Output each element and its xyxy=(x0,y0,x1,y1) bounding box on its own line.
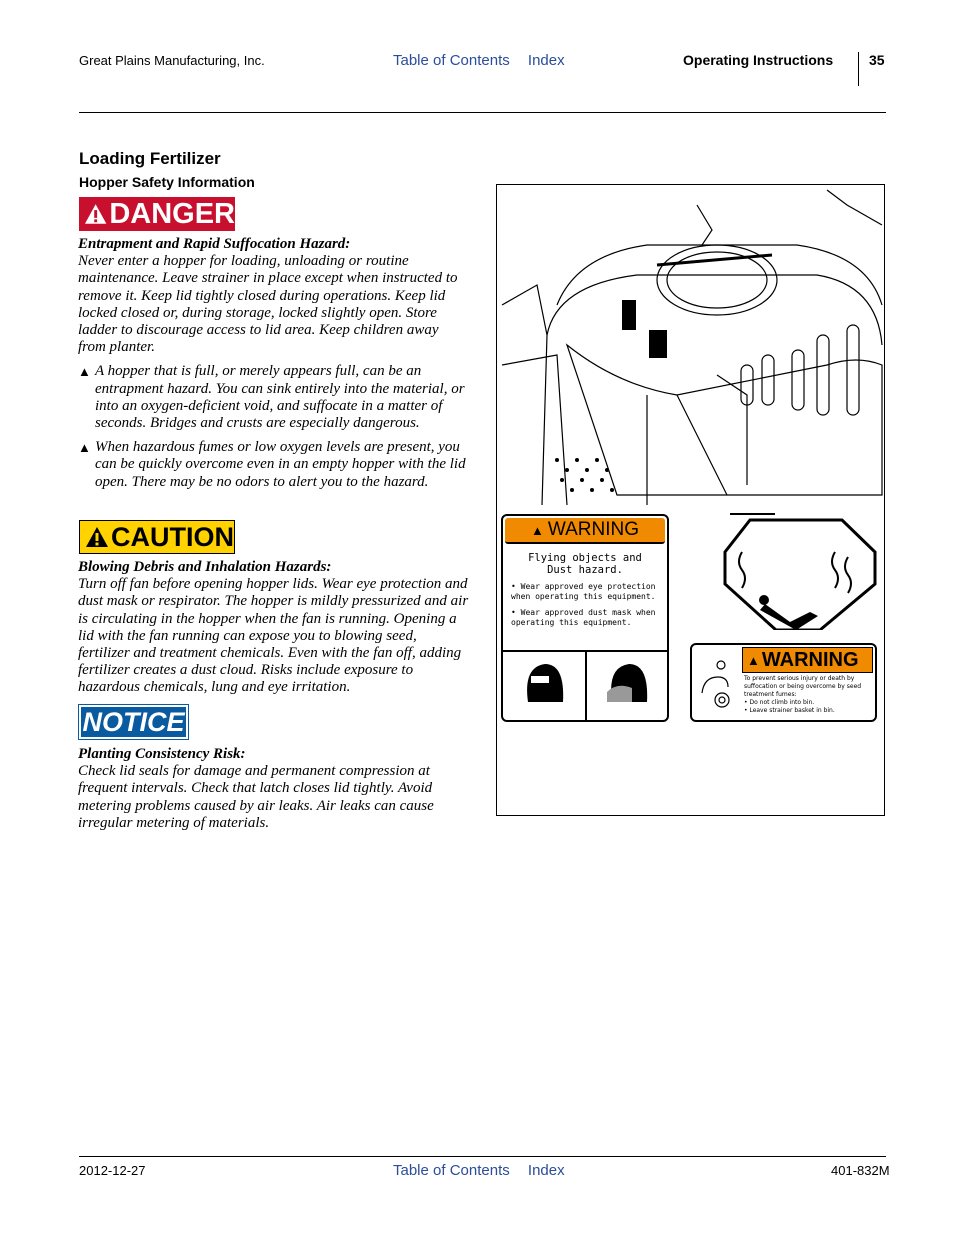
warning-decal-bullet: • Do not climb into bin. xyxy=(744,699,815,706)
warning-decal-intro: To prevent serious injury or death by suffocation or being overcome by seed treatment fumes: xyxy=(744,675,862,698)
header-company: Great Plains Manufacturing, Inc. xyxy=(79,53,265,68)
triangle-bullet-icon: ▲ xyxy=(78,440,91,456)
footer-index-link[interactable]: Index xyxy=(527,1162,565,1179)
caution-label xyxy=(79,520,235,554)
warning-triangle-icon: ▲ xyxy=(747,652,760,668)
danger-bullet-text: A hopper that is full, or merely appears full, can be an entrapment hazard. You can sink entirely into the material, or into an oxygen-deficient void, and suffocate in a matter of seconds. Bridges and crusts are especially dangerous. xyxy=(95,363,465,432)
warning-decal-pictograms xyxy=(503,650,667,720)
warning-decal-header xyxy=(505,518,665,544)
warning-decal-label: WARNING xyxy=(547,519,639,540)
page-subtitle: Hopper Safety Information xyxy=(79,174,255,190)
footer-date: 2012-12-27 xyxy=(79,1163,146,1178)
footer-toc-link[interactable]: Table of Contents xyxy=(393,1162,510,1179)
page-number: 35 xyxy=(869,52,885,68)
notice-body: Check lid seals for damage and permanent compression at frequent intervals. Check that latch closes lid tightly. Avoid metering problems caused by air leaks. Air leaks can cause irregular metering of materials. xyxy=(78,763,434,831)
eye-protection-pictogram xyxy=(503,652,587,720)
warning-decal-bullet-text: Do not climb into bin. xyxy=(749,699,815,706)
warning-decal-bullet: • Wear approved dust mask when operating this equipment. xyxy=(511,608,656,627)
footer-rule xyxy=(79,1156,886,1157)
header-rule xyxy=(79,112,886,113)
warning-decal-entrapment xyxy=(690,643,877,722)
danger-section xyxy=(78,236,470,491)
dust-mask-pictogram xyxy=(587,652,669,720)
notice-heading: Planting Consistency Risk: xyxy=(78,746,246,762)
warning-decal-dust xyxy=(501,514,669,722)
header-links xyxy=(393,52,579,69)
warning-decal-message xyxy=(503,552,667,576)
no-climb-icon xyxy=(694,647,740,719)
header-divider xyxy=(858,52,859,86)
warning-decal-message-line: Dust hazard. xyxy=(547,564,623,576)
header-toc-link[interactable]: Table of Contents xyxy=(393,52,510,69)
warning-triangle-icon: ▲ xyxy=(531,522,544,538)
header-index-link[interactable]: Index xyxy=(527,52,565,69)
warning-triangle-icon xyxy=(85,526,109,548)
danger-bullet-text: When hazardous fumes or low oxygen levels are present, you can be quickly overcome even in an empty hopper with the lid open. There may be no odors to alert you to the hazard. xyxy=(95,439,466,490)
head-goggles-icon xyxy=(503,652,585,718)
notice-label-text: NOTICE xyxy=(82,706,185,737)
warning-decal-header xyxy=(742,647,873,673)
warning-decal-message-line: Flying objects and xyxy=(528,552,642,564)
warning-decal-bullet-text: Wear approved eye protection when operating this equipment. xyxy=(511,582,656,601)
caution-body: Turn off fan before opening hopper lids. Wear eye protection and dust mask or respirator. The hopper is mildly pressurized and air is circulating in the hopper when the fan is running. Opening a lid with the fan running can expose you to blowing seed, fertilizer and treatment chemicals. Even with the fan off, adding fertilizer creates a dust cloud. Risks include exposure to hazardous chemicals, lung and eye irritation. xyxy=(78,576,469,696)
danger-bullet xyxy=(78,439,470,491)
notice-label xyxy=(79,705,188,739)
caution-label-text: CAUTION xyxy=(111,521,234,552)
page-title: Loading Fertilizer xyxy=(79,149,221,168)
danger-bullet xyxy=(78,363,470,432)
head-mask-icon xyxy=(587,652,669,718)
danger-label xyxy=(79,197,235,231)
notice-section xyxy=(78,746,470,832)
footer-links xyxy=(393,1162,579,1179)
caution-heading: Blowing Debris and Inhalation Hazards: xyxy=(78,559,332,575)
warning-decal-bullet: • Leave strainer basket in bin. xyxy=(744,707,835,714)
warning-decal-bullet: • Wear approved eye protection when operating this equipment. xyxy=(511,582,656,601)
danger-label-text: DANGER xyxy=(109,197,235,230)
warning-decal-bullet-text: Wear approved dust mask when operating this equipment. xyxy=(511,608,656,627)
hopper-illustration xyxy=(497,185,884,515)
warning-decal-bullet-text: Leave strainer basket in bin. xyxy=(749,707,835,714)
warning-decal-text xyxy=(744,675,871,715)
danger-body: Never enter a hopper for loading, unloading or routine maintenance. Leave strainer in place except when instructed to remove it. Keep lid tightly closed during operations. Keep lid locked closed or, during storage, locked slightly open. Store ladder to discourage access to lid area. Keep children away from planter. xyxy=(78,253,458,356)
triangle-bullet-icon: ▲ xyxy=(78,364,91,380)
caution-section xyxy=(78,559,470,697)
warning-triangle-icon xyxy=(84,203,107,225)
header-section: Operating Instructions xyxy=(683,52,834,68)
entrapment-pictogram xyxy=(720,512,880,630)
danger-heading: Entrapment and Rapid Suffocation Hazard: xyxy=(78,236,351,252)
footer-doc-number: 401-832M xyxy=(831,1163,890,1178)
warning-decal-label: WARNING xyxy=(761,648,859,671)
